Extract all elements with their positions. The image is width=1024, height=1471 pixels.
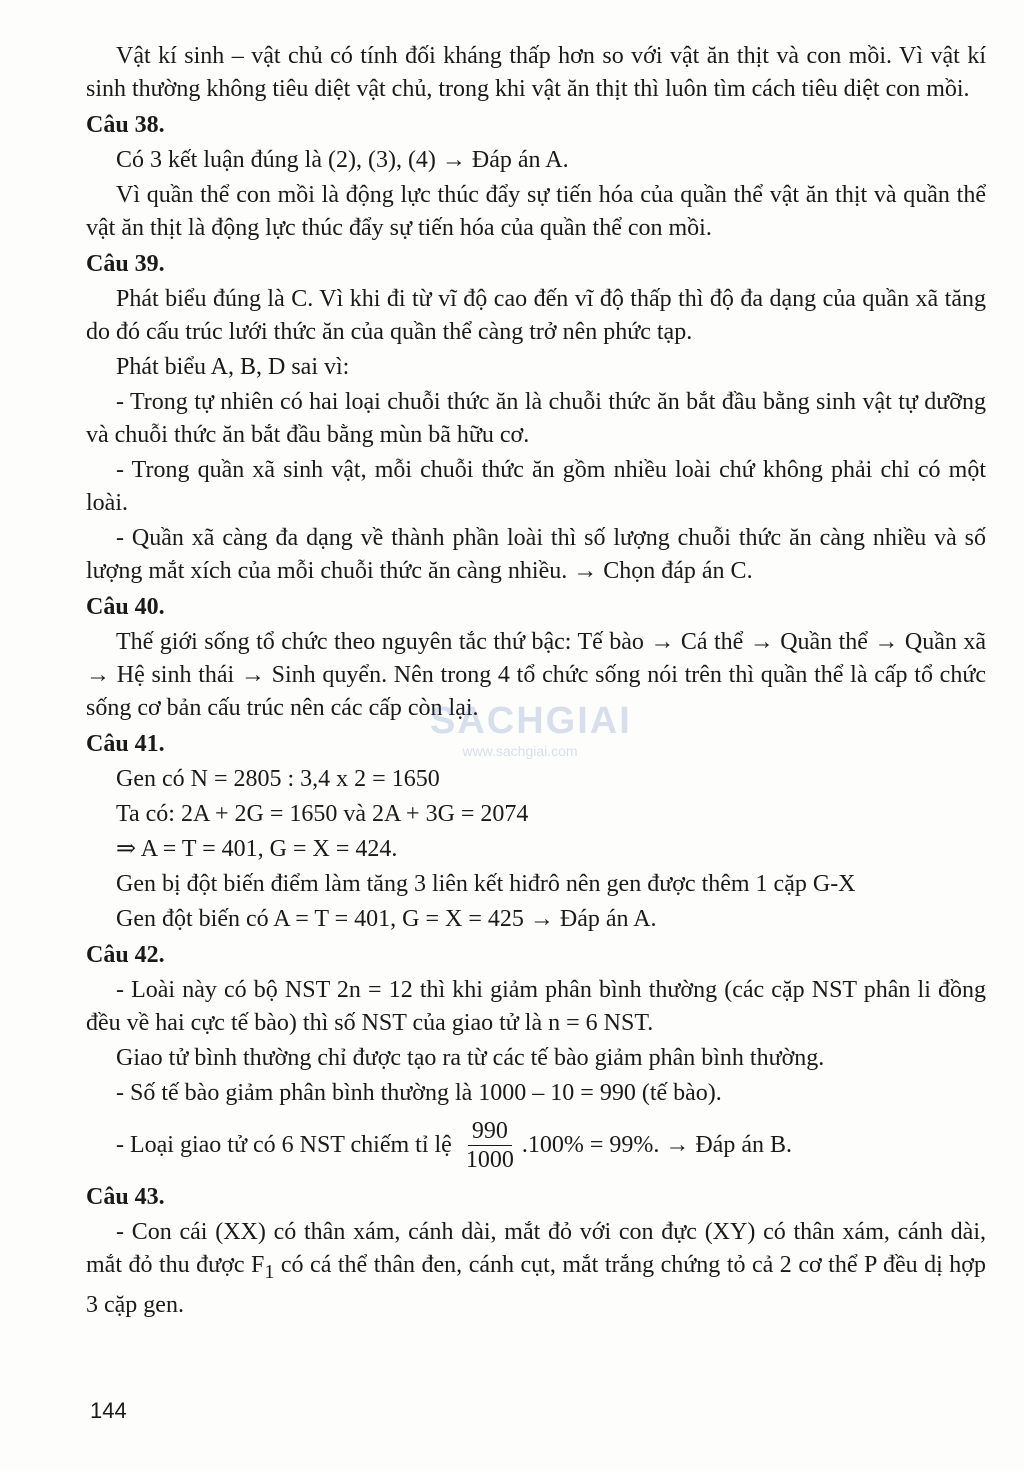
paragraph: Phát biểu A, B, D sai vì: [116, 354, 350, 380]
paragraph: ⇒ A = T = 401, G = X = 424. [116, 836, 398, 862]
paragraph: - Trong tự nhiên có hai loại chuỗi thức ăn là chuỗi thức ăn bắt đầu bằng sinh vật tự dưỡng và chuỗi thức ăn bắt đầu bằng mùn bã hữu cơ. [86, 389, 986, 448]
question-heading-41: Câu 41. [86, 731, 165, 757]
document-body [86, 40, 986, 1324]
subscript: 1 [264, 1260, 275, 1283]
fraction-numerator: 990 [468, 1117, 512, 1146]
fraction-equation [86, 1112, 986, 1178]
question-heading-38: Câu 38. [86, 112, 165, 138]
equation-text-after: .100% = 99%. → Đáp án B. [521, 1131, 792, 1158]
paragraph: Thế giới sống tổ chức theo nguyên tắc thứ bậc: Tế bào → Cá thể → Quần thể → Quần xã → Hệ sinh thái → Sinh quyển. Nên trong 4 tổ chức sống nói trên thì quần thể là cấp tổ chức sống cơ bản cấu trúc nên các cấp còn lại. [86, 629, 986, 721]
paragraph: - Số tế bào giảm phân bình thường là 1000 – 10 = 990 (tế bào). [116, 1080, 722, 1106]
fraction-denominator: 1000 [465, 1146, 514, 1173]
watermark-url: www.sachgiai.com [462, 743, 578, 759]
paragraph: Phát biểu đúng là C. Vì khi đi từ vĩ độ cao đến vĩ độ thấp thì độ đa dạng của quần xã tăng do đó cấu trúc lưới thức ăn của quần thể càng trở nên phức tạp. [86, 286, 986, 345]
watermark-logo: SACHGIAI [430, 700, 632, 742]
paragraph: Giao tử bình thường chỉ được tạo ra từ các tế bào giảm phân bình thường. [116, 1045, 825, 1071]
fraction [462, 1117, 518, 1174]
paragraph: Có 3 kết luận đúng là (2), (3), (4) → Đáp án A. [116, 147, 569, 173]
question-heading-42: Câu 42. [86, 942, 165, 968]
paragraph: - Quần xã càng đa dạng về thành phần loài thì số lượng chuỗi thức ăn càng nhiều và số lượng mắt xích của mỗi chuỗi thức ăn càng nhiều. → Chọn đáp án C. [86, 525, 986, 584]
paragraph: Gen có N = 2805 : 3,4 x 2 = 1650 [116, 766, 440, 792]
paragraph-text: có cá thể thân đen, cánh cụt, mắt trắng chứng tỏ cả 2 cơ thể P đều dị hợp 3 cặp gen. [86, 1252, 986, 1318]
paragraph: Gen bị đột biến điểm làm tăng 3 liên kết hiđrô nên gen được thêm 1 cặp G-X [116, 871, 856, 897]
equation-text-before: - Loại giao tử có 6 NST chiếm tỉ lệ [116, 1131, 452, 1158]
paragraph: Vì quần thể con mồi là động lực thúc đẩy sự tiến hóa của quần thể vật ăn thịt và quần thể vật ăn thịt là động lực thúc đẩy sự tiến hóa của quần thể con mồi. [86, 182, 986, 241]
paragraph: Ta có: 2A + 2G = 1650 và 2A + 3G = 2074 [116, 801, 529, 827]
question-heading-40: Câu 40. [86, 594, 165, 620]
paragraph: Gen đột biến có A = T = 401, G = X = 425 → Đáp án A. [116, 906, 657, 932]
paragraph: Vật kí sinh – vật chủ có tính đối kháng thấp hơn so với vật ăn thịt và con mồi. Vì vật kí sinh thường không tiêu diệt vật chủ, trong khi vật ăn thịt thì luôn tìm cách tiêu diệt con mồi. [86, 43, 986, 102]
page-number: 144 [90, 1398, 127, 1423]
question-heading-43: Câu 43. [86, 1184, 165, 1210]
paragraph: - Loài này có bộ NST 2n = 12 thì khi giảm phân bình thường (các cặp NST phân li đồng đều về hai cực tế bào) thì số NST của giao tử là n = 6 NST. [86, 977, 986, 1036]
paragraph: - Trong quần xã sinh vật, mỗi chuỗi thức ăn gồm nhiều loài chứ không phải chỉ có một loài. [86, 457, 986, 516]
question-heading-39: Câu 39. [86, 251, 165, 277]
paragraph [86, 1216, 986, 1322]
paragraph-text: - Con cái (XX) có thân xám, cánh dài, mắt đỏ với con đực (XY) có thân xám, cánh dài, mắt đỏ thu được F [86, 1219, 986, 1278]
